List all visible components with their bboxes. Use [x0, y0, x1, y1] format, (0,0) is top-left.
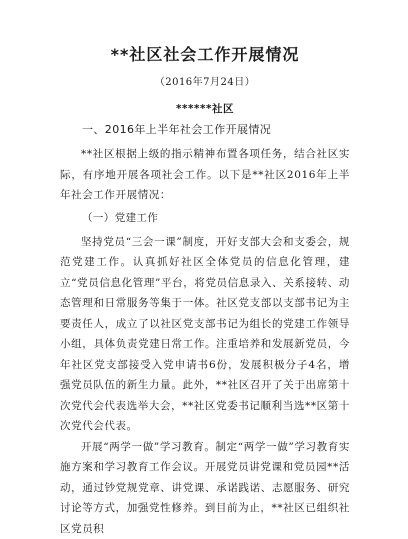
study-education-paragraph: 开展“两学一做”学习教育。制定“两学一做”学习教育实施方案和学习教育工作会议。开展党员讲党课和党员园**活动，通过钞党规党章、讲党课、承诺践诺、志愿服务、研究讨论等方式，加强党性修养。到目前为止，**社区已组织社区党员积: [60, 437, 350, 539]
intro-paragraph: **社区根据上级的指示精神布置各项任务，结合社区实际，有序地开展各项社会工作。以下是**社区2016年上半年社会工作开展情况：: [60, 144, 350, 206]
party-building-paragraph: 坚持党员“三会一课”制度，开好支部大会和支委会，规范党建工作。认真抓好社区全体党员的信息化管理，建立“党员信息化管理”平台，将党员信息录入、关系接转、动态管理和日常服务等集于一体。社区党支部以支部书记为主要责任人，成立了以社区党支部书记为组长的党建工作领导小组，具体负责党建日常工作。注重培养和发展新党员，今年社区党支部接受入党申请书6份，发展积极分子4名，增强党员队伍的新生力量。此外，**社区召开了关于出席第十次党代会代表选举大会，**社区党委书记顺利当选**区第十次党代会代表。: [60, 232, 350, 437]
document-date: （2016年7月24日）: [60, 76, 350, 90]
subsection-heading-party-building: （一）党建工作: [82, 210, 350, 226]
section-heading-1: 一、2016年上半年社会工作开展情况: [82, 122, 350, 138]
organization-name: ******社区: [60, 102, 350, 116]
document-title: **社区社会工作开展情况: [60, 44, 350, 66]
